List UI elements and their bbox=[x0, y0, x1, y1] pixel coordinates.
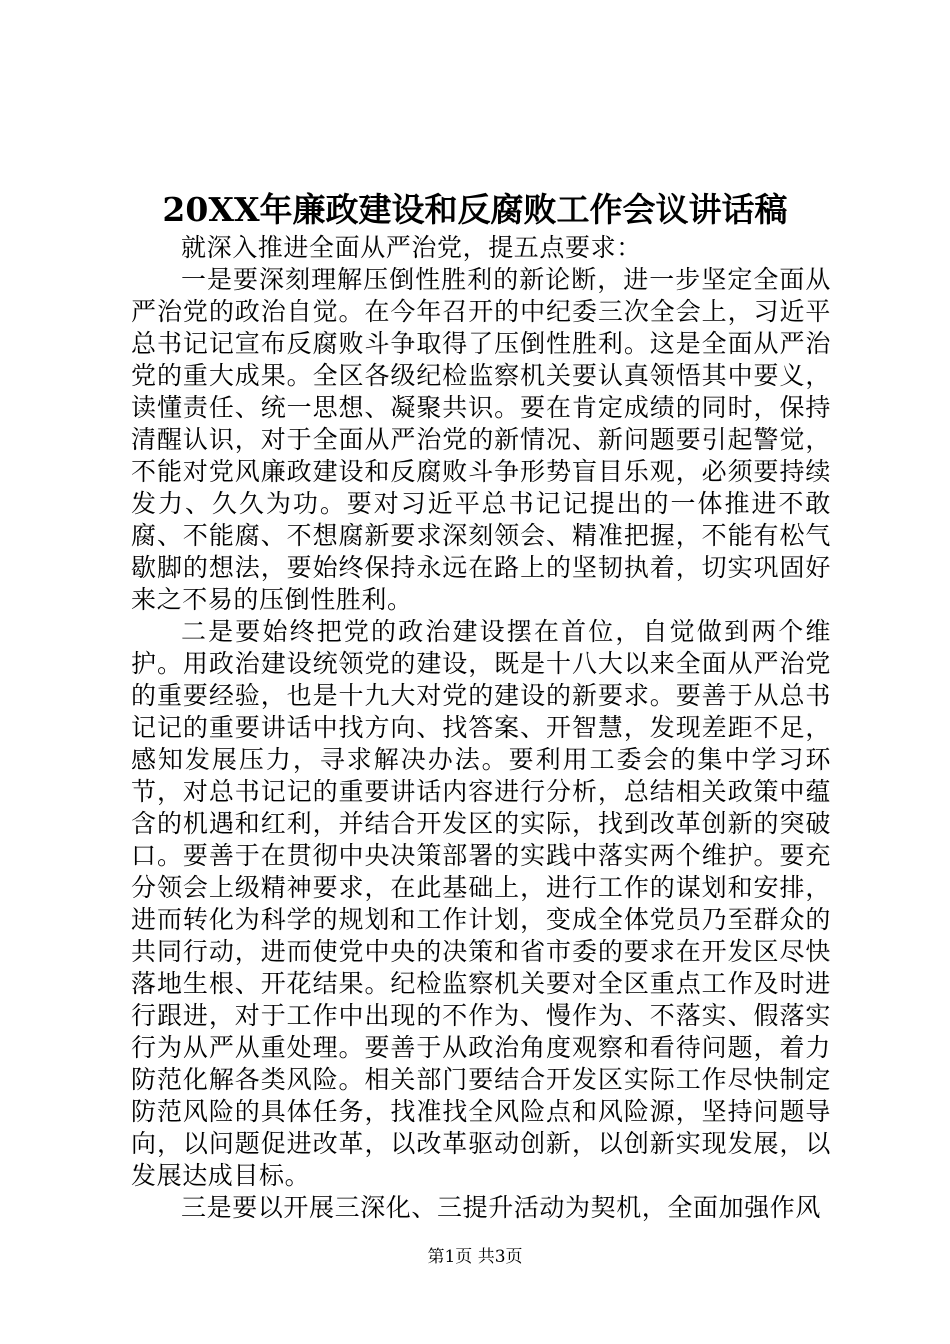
paragraph-point-one: 一是要深刻理解压倒性胜利的新论断，进一步坚定全面从严治党的政治自觉。在今年召开的中纪委三次全会上，习近平总书记记宣布反腐败斗争取得了压倒性胜利。这是全面从严治党的重大成果。全区各级纪检监察机关要认真领悟其中要义，读懂责任、统一思想、凝聚共识。要在肯定成绩的同时，保持清醒认识，对于全面从严治党的新情况、新问题要引起警觉，不能对党风廉政建设和反腐败斗争形势盲目乐观，必须要持续发力、久久为功。要对习近平总书记记提出的一体推进不敢腐、不能腐、不想腐新要求深刻领会、精准把握，不能有松气歇脚的想法，要始终保持永远在路上的坚韧执着，切实巩固好来之不易的压倒性胜利。 bbox=[131, 265, 831, 614]
paragraph-point-two: 二是要始终把党的政治建设摆在首位，自觉做到两个维护。用政治建设统领党的建设，既是十八大以来全面从严治党的重要经验，也是十九大对党的建设的新要求。要善于从总书记记的重要讲话中找方向、找答案、开智慧，发现差距不足，感知发展压力，寻求解决办法。要利用工委会的集中学习环节，对总书记记的重要讲话内容进行分析，总结相关政策中蕴含的机遇和红利，并结合开发区的实际，找到改革创新的突破口。要善于在贯彻中央决策部署的实践中落实两个维护。要充分领会上级精神要求，在此基础上，进行工作的谋划和安排，进而转化为科学的规划和工作计划，变成全体党员乃至群众的共同行动，进而使党中央的决策和省市委的要求在开发区尽快落地生根、开花结果。纪检监察机关要对全区重点工作及时进行跟进，对于工作中出现的不作为、慢作为、不落实、假落实行为从严从重处理。要善于从政治角度观察和看待问题，着力防范化解各类风险。相关部门要结合开发区实际工作尽快制定防范风险的具体任务，找准找全风险点和风险源，坚持问题导向，以问题促进改革，以改革驱动创新，以创新实现发展，以发展达成目标。 bbox=[131, 617, 831, 1190]
document-title: 20XX年廉政建设和反腐败工作会议讲话稿 bbox=[162, 190, 788, 229]
paragraph-point-three: 三是要以开展三深化、三提升活动为契机，全面加强作风 bbox=[181, 1193, 822, 1222]
page-number-footer: 第1页 共3页 bbox=[427, 1247, 523, 1267]
paragraph-intro: 就深入推进全面从严治党，提五点要求： bbox=[181, 233, 642, 262]
document-body bbox=[131, 232, 831, 1224]
